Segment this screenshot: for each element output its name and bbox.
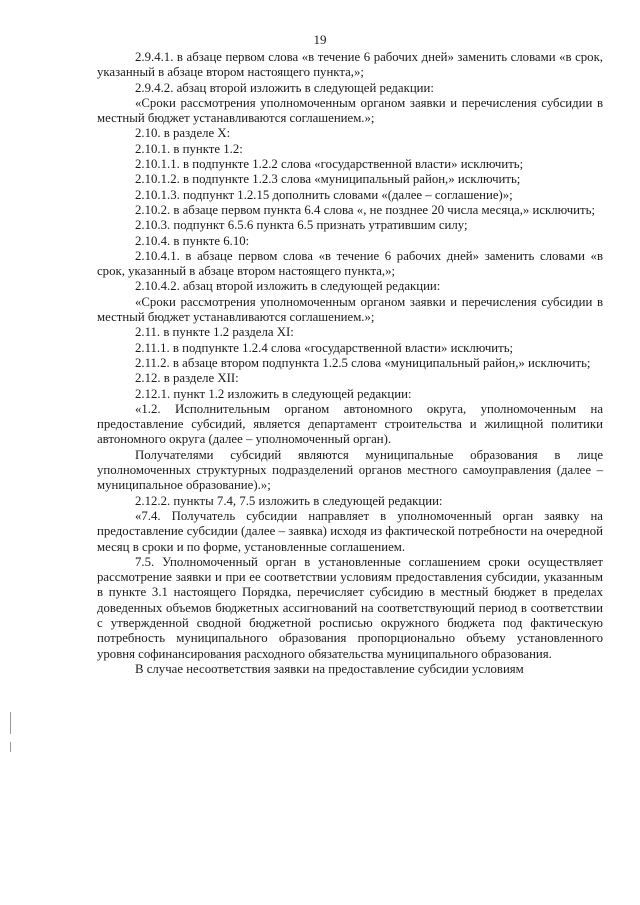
paragraph: 2.11.1. в подпункте 1.2.4 слова «государственной власти» исключить;	[135, 340, 514, 355]
paragraph: Получателями субсидий являются муниципальные образования в лице уполномоченных структурных подразделений органов местного самоуправления (далее – муниципальное образование).»;	[97, 447, 603, 493]
paragraph: 2.10.4.2. абзац второй изложить в следующей редакции:	[135, 279, 441, 294]
margin-scan-mark	[10, 742, 11, 752]
paragraph: 2.10.1.2. в подпункте 1.2.3 слова «муниципальный район,» исключить;	[135, 172, 521, 187]
paragraph: 2.10.4. в пункте 6.10:	[135, 233, 250, 248]
paragraph: 2.11.2. в абзаце втором подпункта 1.2.5 слова «муниципальный район,» исключить;	[135, 355, 591, 370]
paragraph: «7.4. Получатель субсидии направляет в уполномоченный орган заявку на предоставление субсидии (далее – заявка) исходя из фактической потребности на очередной месяц в сроки и по форме, установленные соглашением.	[97, 508, 603, 554]
page-number: 19	[313, 32, 327, 47]
paragraph: В случае несоответствия заявки на предоставление субсидии условиям	[135, 661, 524, 676]
paragraph: 2.10.2. в абзаце первом пункта 6.4 слова «, не позднее 20 числа месяца,» исключить;	[135, 202, 596, 217]
paragraph: 2.12.2. пункты 7.4, 7.5 изложить в следующей редакции:	[135, 493, 443, 508]
paragraph: 2.12. в разделе XII:	[135, 371, 239, 386]
paragraph: 2.9.4.1. в абзаце первом слова «в течение 6 рабочих дней» заменить словами «в срок, указанный в абзаце втором настоящего пункта,»;	[97, 50, 603, 80]
paragraph: «Сроки рассмотрения уполномоченным органом заявки и перечисления субсидии в местный бюджет устанавливаются соглашением.»;	[97, 294, 603, 325]
paragraph: 2.10. в разделе X:	[135, 126, 231, 141]
paragraph: 2.10.4.1. в абзаце первом слова «в течение 6 рабочих дней» заменить словами «в срок, указанный в абзаце втором настоящего пункта,»;	[97, 248, 603, 279]
document-body	[97, 50, 603, 677]
paragraph: 2.9.4.2. абзац второй изложить в следующей редакции:	[135, 80, 434, 95]
margin-scan-mark	[10, 712, 11, 734]
paragraph: «1.2. Исполнительным органом автономного округа, уполномоченным на предоставление субсидий, является департамент строительства и жилищной политики автономного округа (далее – уполномоченный орган).	[97, 401, 603, 447]
paragraph: 2.10.1. в пункте 1.2:	[135, 141, 243, 156]
paragraph: 7.5. Уполномоченный орган в установленные соглашением сроки осуществляет рассмотрение заявки и при ее соответствии условиям предоставления субсидии, указанным в пункте 3.1 настоящего Порядка, перечисляет субсидию в местный бюджет в пределах доведенных объемов бюджетных ассигнований на соответствующий период в соответствии с утвержденной сводной бюджетной росписью окружного бюджета под фактическую потребность муниципального образования пропорционально объему установленного уровня софинансирования расходного обязательства муниципального образования.	[97, 554, 603, 661]
paragraph: 2.12.1. пункт 1.2 изложить в следующей редакции:	[135, 386, 412, 401]
paragraph: 2.10.1.3. подпункт 1.2.15 дополнить словами «(далее – соглашение)»;	[135, 187, 513, 202]
paragraph: 2.11. в пункте 1.2 раздела XI:	[135, 325, 294, 340]
paragraph: 2.10.1.1. в подпункте 1.2.2 слова «государственной власти» исключить;	[135, 157, 524, 172]
paragraph: 2.10.3. подпункт 6.5.6 пункта 6.5 признать утратившим силу;	[135, 218, 468, 233]
paragraph: «Сроки рассмотрения уполномоченным органом заявки и перечисления субсидии в местный бюджет устанавливаются соглашением.»;	[97, 95, 603, 126]
